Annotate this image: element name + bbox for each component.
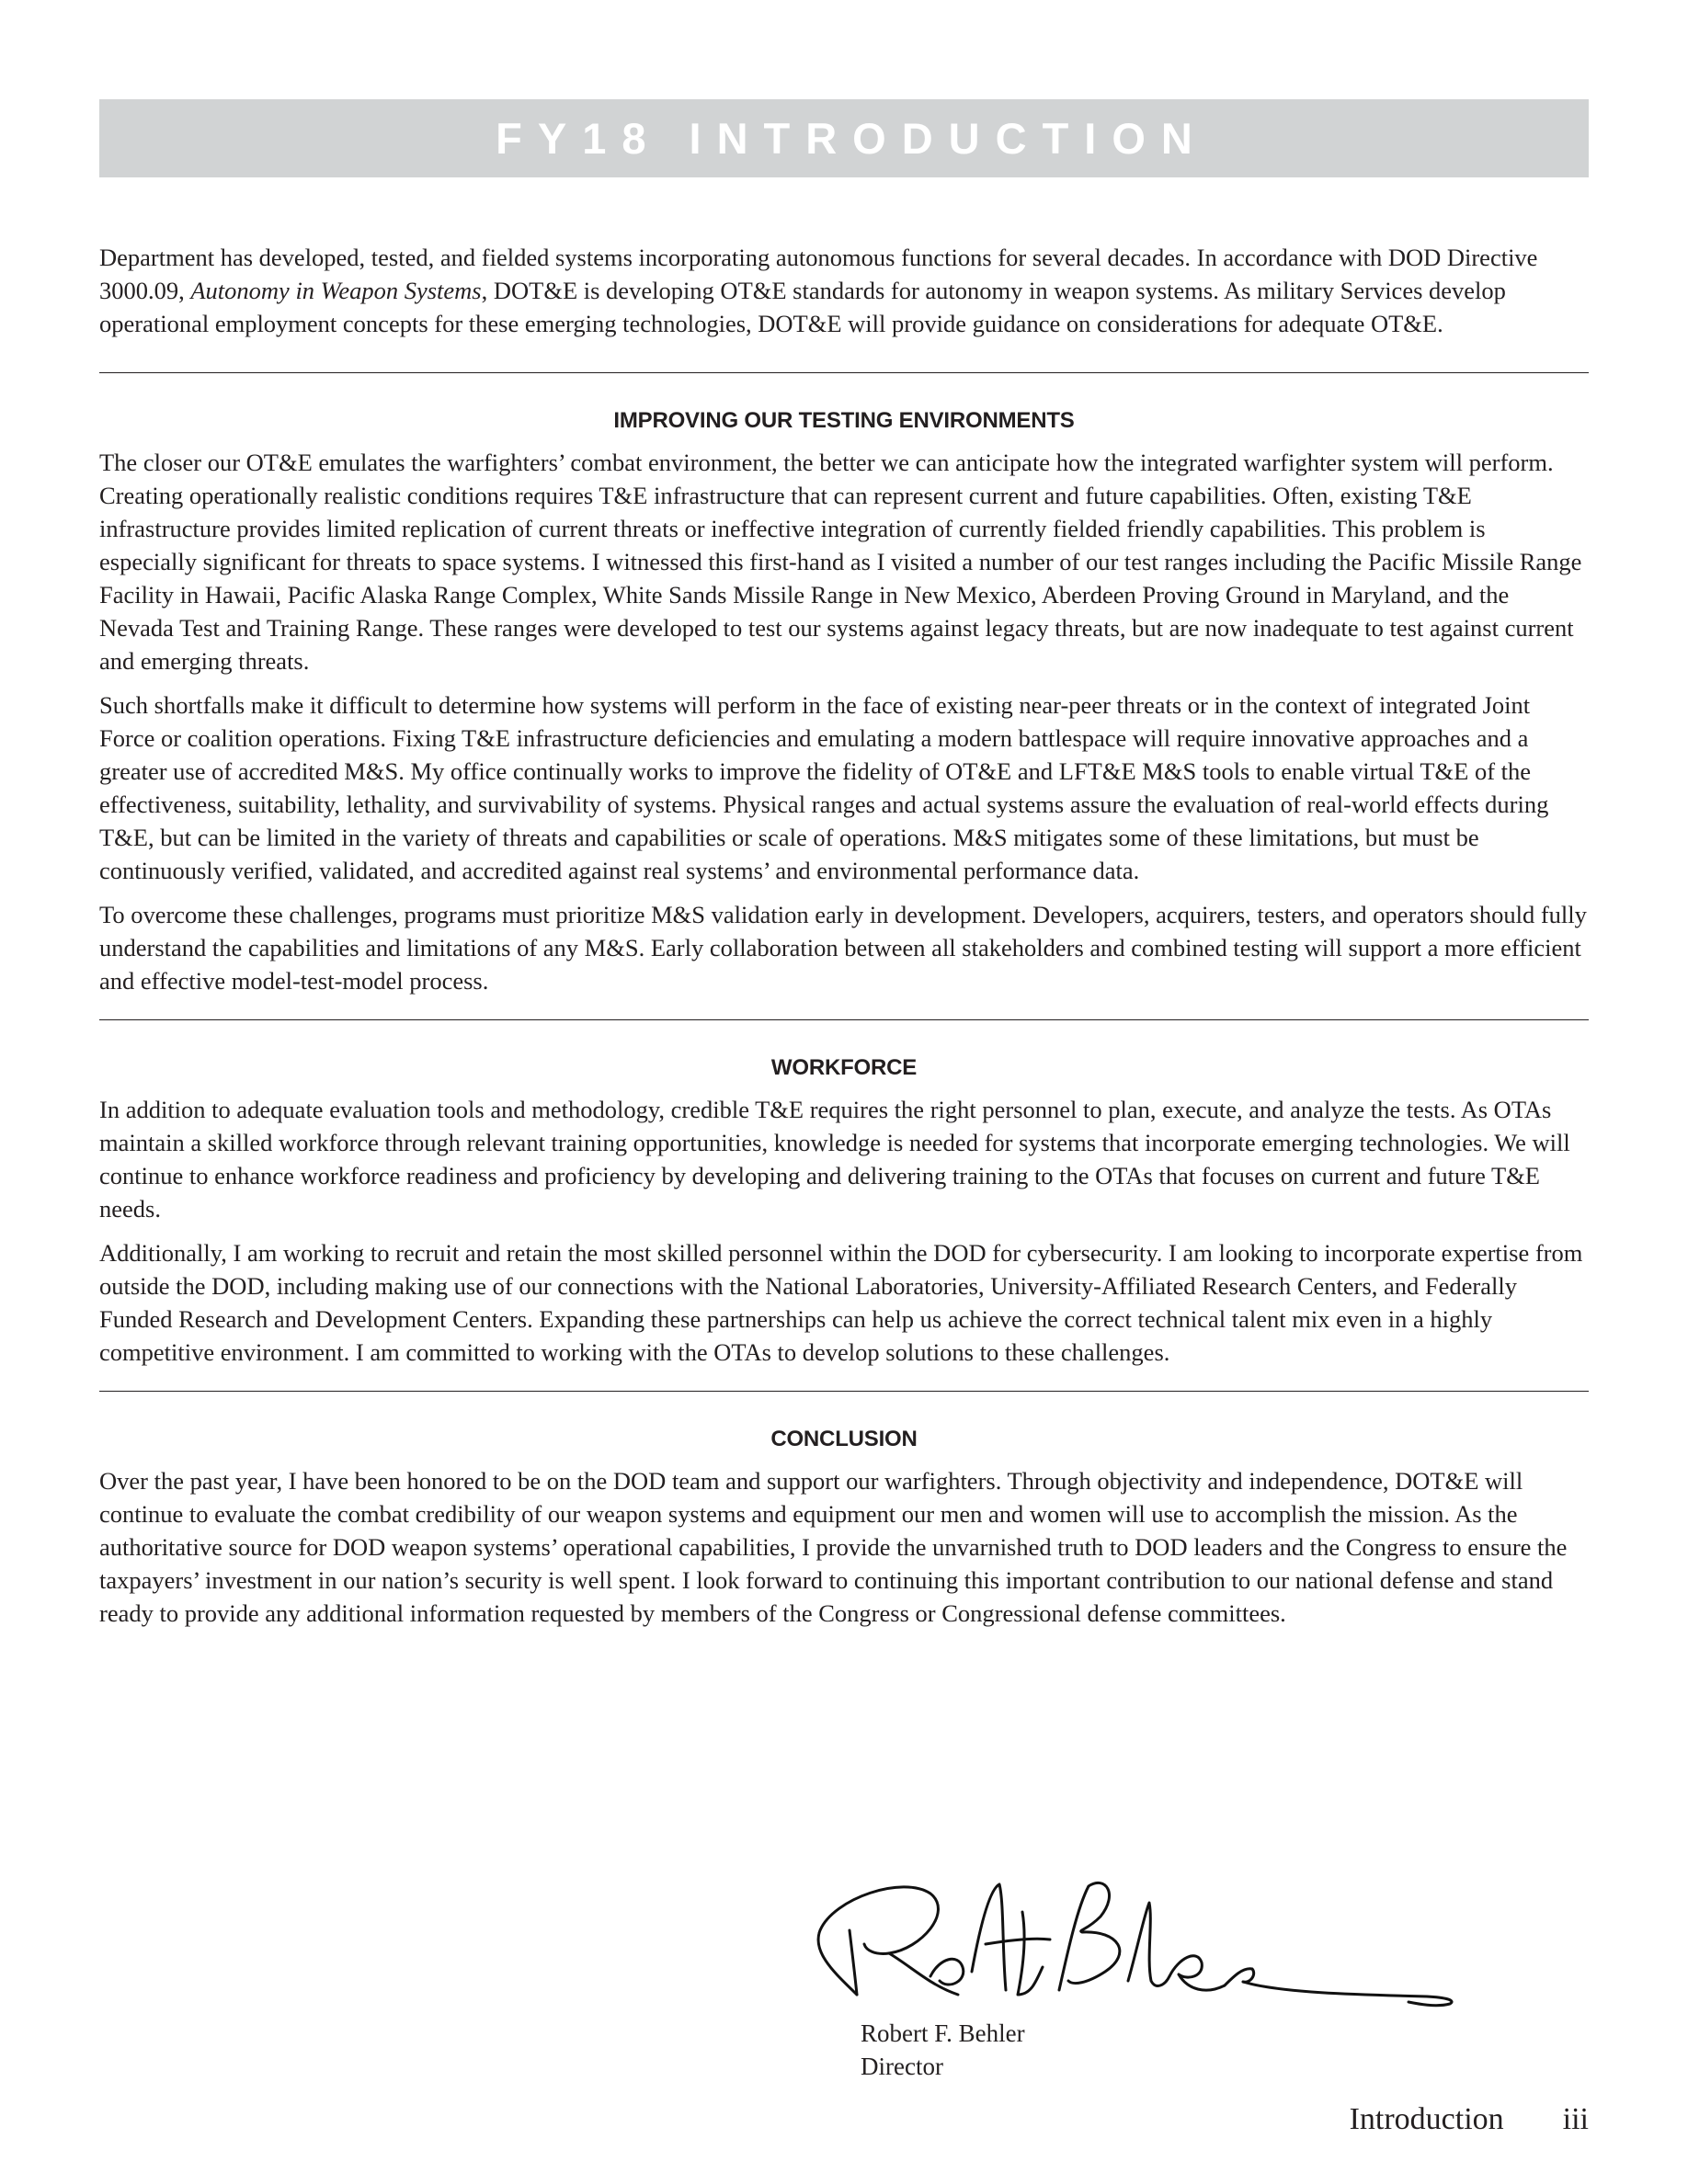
document-page (99, 99, 1589, 1630)
body-paragraph: The closer our OT&E emulates the warfighters’ combat environment, the better we can anticipate how the integrated warfighter system will perform. Creating operationally realistic conditions requires T&E infrastructure that can represent current and future capabilities. Often, existing T&E infrastructure provides limited replication of current threats or ineffective integration of currently fielded friendly capabilities. This problem is especially significant for threats to space systems. I witnessed this first-hand as I visited a number of our test ranges including the Pacific Missile Range Facility in Hawaii, Pacific Alaska Range Complex, White Sands Missile Range in New Mexico, Aberdeen Proving Ground in Maryland, and the Nevada Test and Training Range. These ranges were developed to test our systems against legacy threats, but are now inadequate to test against current and emerging threats. (99, 449, 1582, 675)
signer-title: Director (861, 2053, 943, 2080)
intro-paragraph (99, 241, 1589, 340)
title-banner (99, 99, 1589, 177)
body-paragraph: Additionally, I am working to recruit and retain the most skilled personnel within the DOD for cybersecurity. I am looking to incorporate expertise from outside the DOD, including making use of our connections with the National Laboratories, University-Affiliated Research Centers, and Federally Funded Research and Development Centers. Expanding these partnerships can help us achieve the correct technical talent mix even in a highly competitive environment. I am committed to working with the OTAs to develop solutions to these challenges. (99, 1239, 1583, 1366)
directive-title: Autonomy in Weapon Systems (190, 277, 482, 304)
handwritten-signature (802, 1866, 1482, 2022)
section-heading: CONCLUSION (770, 1427, 918, 1451)
section-workforce (99, 1054, 1589, 1369)
body-paragraph: In addition to adequate evaluation tools and methodology, credible T&E requires the right personnel to plan, execute, and analyze the tests. As OTAs maintain a skilled workforce through relevant training opportunities, knowledge is needed for systems that incorporate emerging technologies. We will continue to enhance workforce readiness and proficiency by developing and delivering training to the OTAs that focuses on current and future T&E needs. (99, 1096, 1570, 1223)
intro-text-start: Department has developed, tested, and fielded systems incorporating autonomous functions for several decades. In accordance with DOD Directive 3000.09, (99, 244, 1538, 304)
section-divider (99, 1019, 1589, 1020)
section-heading: WORKFORCE (770, 1055, 918, 1080)
page-title: FY18 INTRODUCTION (496, 114, 1208, 163)
intro-text-end: , DOT&E is developing OT&E standards for autonomy in weapon systems. As military Services develop operational employment concepts for these emerging technologies, DOT&E will provide guidance on considerations for adequate OT&E. (99, 277, 1506, 337)
section-conclusion (99, 1426, 1589, 1630)
body-paragraph: To overcome these challenges, programs must prioritize M&S validation early in development. Developers, acquirers, testers, and operators should fully understand the capabilities and limitations of any M&S. Early collaboration between all stakeholders and combined testing will support a more efficient and effective model-test-model process. (99, 901, 1587, 995)
body-paragraph: Over the past year, I have been honored to be on the DOD team and support our warfighters. Through objectivity and independence, DOT&E will continue to evaluate the combat credibility of our weapon systems and equipment our men and women will use to accomplish the mission. As the authoritative source for DOD weapon systems’ operational capabilities, I provide the unvarnished truth to DOD leaders and the Congress to ensure the taxpayers’ investment in our nation’s security is well spent. I look forward to continuing this important contribution to our national defense and stand ready to provide any additional information requested by members of the Congress or Congressional defense committees. (99, 1467, 1568, 1627)
body-paragraph: Such shortfalls make it difficult to determine how systems will perform in the face of existing near-peer threats or in the context of integrated Joint Force or coalition operations. Fixing T&E infrastructure deficiencies and emulating a modern battlespace will require innovative approaches and a greater use of accredited M&S. My office continually works to improve the fidelity of OT&E and LFT&E M&S tools to enable virtual T&E of the effectiveness, suitability, lethality, and survivability of systems. Physical ranges and actual systems assure the evaluation of real-world effects during T&E, but can be limited in the variety of threats and capabilities or scale of operations. M&S mitigates some of these limitations, but must be continuously verified, validated, and accredited against real systems’ and environmental performance data. (99, 691, 1549, 884)
footer-section-label: Introduction (1349, 2102, 1504, 2136)
signature-block (861, 2017, 1025, 2083)
signer-name: Robert F. Behler (861, 2019, 1025, 2047)
page-number: iii (1562, 2102, 1589, 2136)
section-testing-environments (99, 407, 1589, 997)
section-heading: IMPROVING OUR TESTING ENVIRONMENTS (613, 408, 1075, 433)
page-footer (1350, 2101, 1589, 2138)
section-divider (99, 1391, 1589, 1392)
section-divider (99, 372, 1589, 373)
